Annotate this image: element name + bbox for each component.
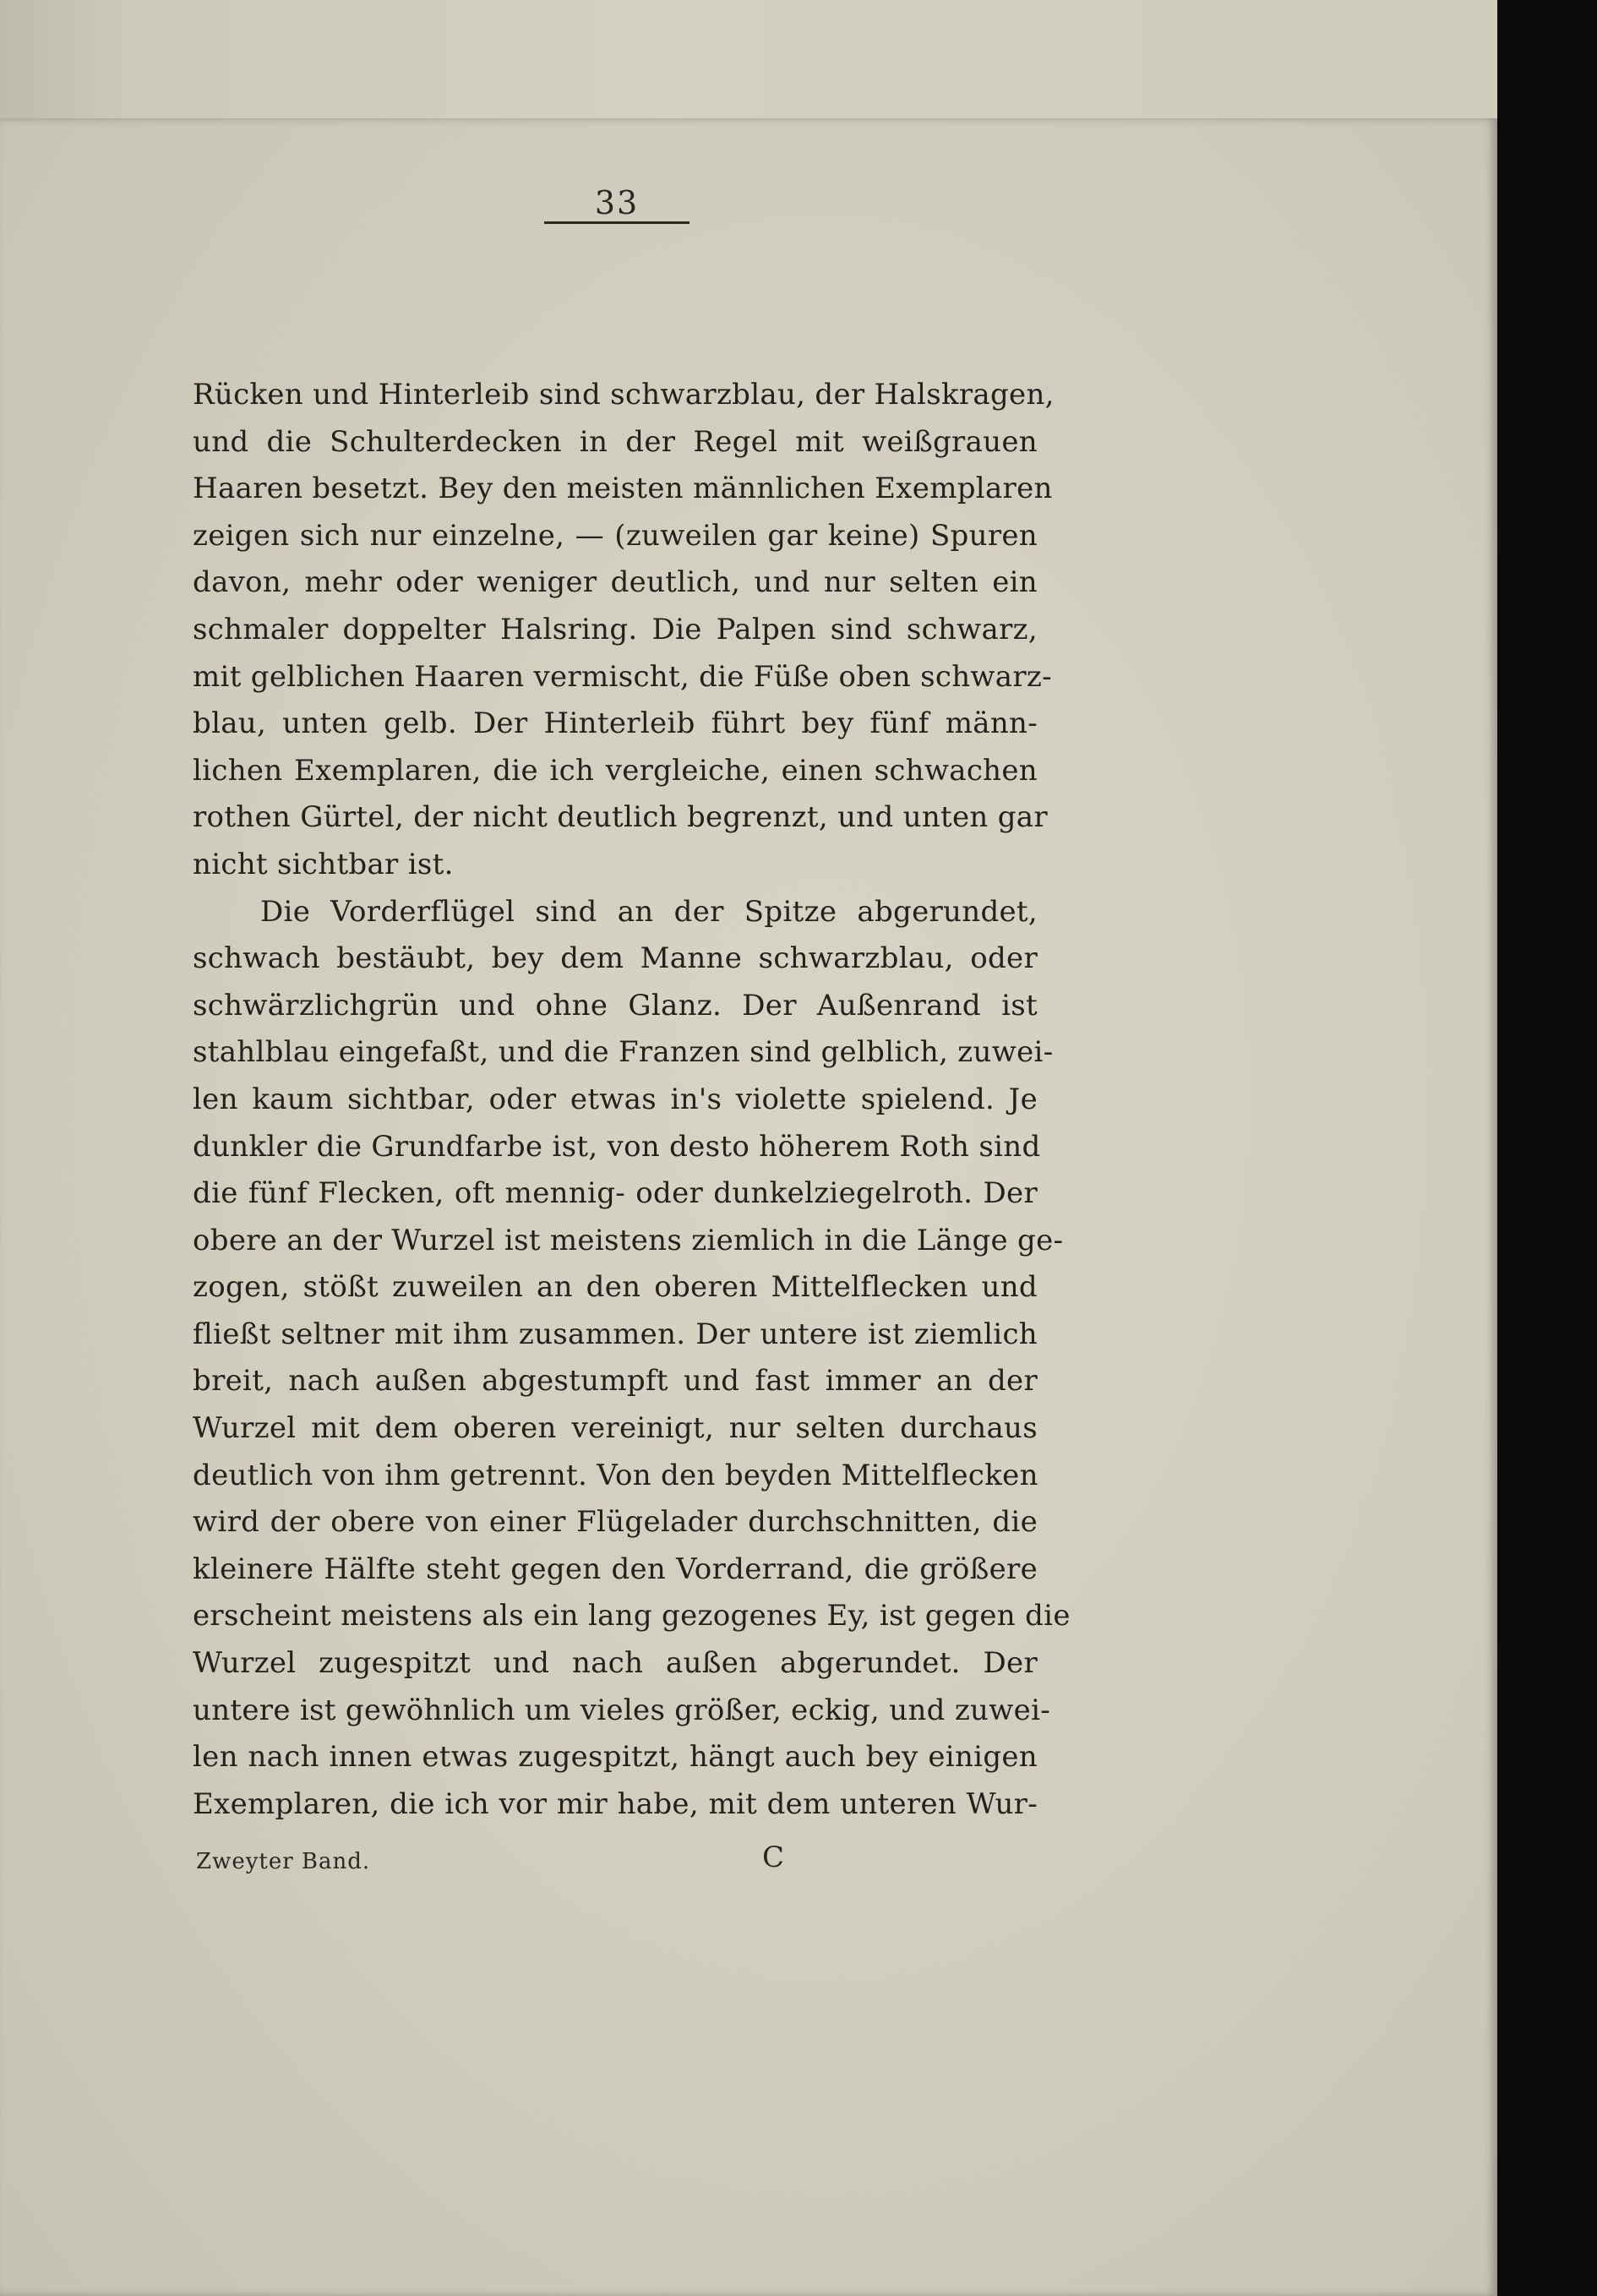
- text-line: mit gelblichen Haaren vermischt, die Füße oben schwarz-: [193, 659, 1052, 694]
- text-line: len kaum sichtbar, oder etwas in's violette spielend. Je: [193, 1082, 1038, 1116]
- text-line: len nach innen etwas zugespitzt, hängt auch bey einigen: [193, 1740, 1038, 1775]
- text-line: zeigen sich nur einzelne, — (zuweilen gar keine) Spuren: [193, 518, 1038, 553]
- text-line: Die Vorderflügel sind an der Spitze abgerundet,: [260, 894, 1038, 929]
- text-line: davon, mehr oder weniger deutlich, und nur selten ein: [193, 565, 1038, 600]
- text-line: rothen Gürtel, der nicht deutlich begrenzt, und unten gar: [193, 800, 1048, 835]
- text-line: fließt seltner mit ihm zusammen. Der untere ist ziemlich: [193, 1317, 1038, 1351]
- text-line: obere an der Wurzel ist meistens ziemlich in die Länge ge-: [193, 1223, 1064, 1257]
- text-line: schmaler doppelter Halsring. Die Palpen sind schwarz,: [193, 612, 1038, 646]
- text-line: Wurzel zugespitzt und nach außen abgerundet. Der: [193, 1646, 1038, 1681]
- text-line: deutlich von ihm getrennt. Von den beyden Mittelflecken: [193, 1458, 1038, 1492]
- text-line: Wurzel mit dem oberen vereinigt, nur selten durchaus: [193, 1411, 1038, 1446]
- text-line: stahlblau eingefaßt, und die Franzen sind gelblich, zuwei-: [193, 1035, 1054, 1070]
- text-line: Haaren besetzt. Bey den meisten männlichen Exemplaren: [193, 472, 1053, 506]
- signature-mark: Zweyter Band.: [196, 1849, 371, 1874]
- text-line: die fünf Flecken, oft mennig- oder dunkelziegelroth. Der: [193, 1176, 1038, 1211]
- text-line: zogen, stößt zuweilen an den oberen Mittelflecken und: [193, 1270, 1038, 1305]
- page-edge-shadow: [1497, 0, 1597, 2296]
- body-text: [193, 372, 1071, 1828]
- text-line: schwärzlichgrün und ohne Glanz. Der Außenrand ist: [193, 988, 1038, 1023]
- text-line: lichen Exemplaren, die ich vergleiche, einen schwachen: [193, 753, 1038, 788]
- header-rule: [544, 221, 689, 224]
- text-line: erscheint meistens als ein lang gezogenes Ey, ist gegen die: [193, 1599, 1071, 1633]
- text-line: Rücken und Hinterleib sind schwarzblau, der Halskragen,: [193, 378, 1055, 412]
- text-line: und die Schulterdecken in der Regel mit weißgrauen: [193, 424, 1038, 459]
- text-line: blau, unten gelb. Der Hinterleib führt bey fünf männ-: [193, 706, 1038, 741]
- text-line: schwach bestäubt, bey dem Manne schwarzblau, oder: [193, 941, 1038, 976]
- catchword: C: [762, 1841, 785, 1874]
- text-line: untere ist gewöhnlich um vieles größer, eckig, und zuwei-: [193, 1693, 1051, 1727]
- text-line: wird der obere von einer Flügelader durchschnitten, die: [193, 1505, 1038, 1540]
- text-line: dunkler die Grundfarbe ist, von desto höherem Roth sind: [193, 1129, 1041, 1164]
- text-line: Exemplaren, die ich vor mir habe, mit dem unteren Wur-: [193, 1786, 1038, 1821]
- text-line: kleinere Hälfte steht gegen den Vorderrand, die größere: [193, 1552, 1038, 1586]
- page-number: 33: [594, 184, 640, 221]
- text-line: breit, nach außen abgestumpft und fast immer an der: [193, 1364, 1038, 1399]
- text-line: nicht sichtbar ist.: [193, 847, 454, 881]
